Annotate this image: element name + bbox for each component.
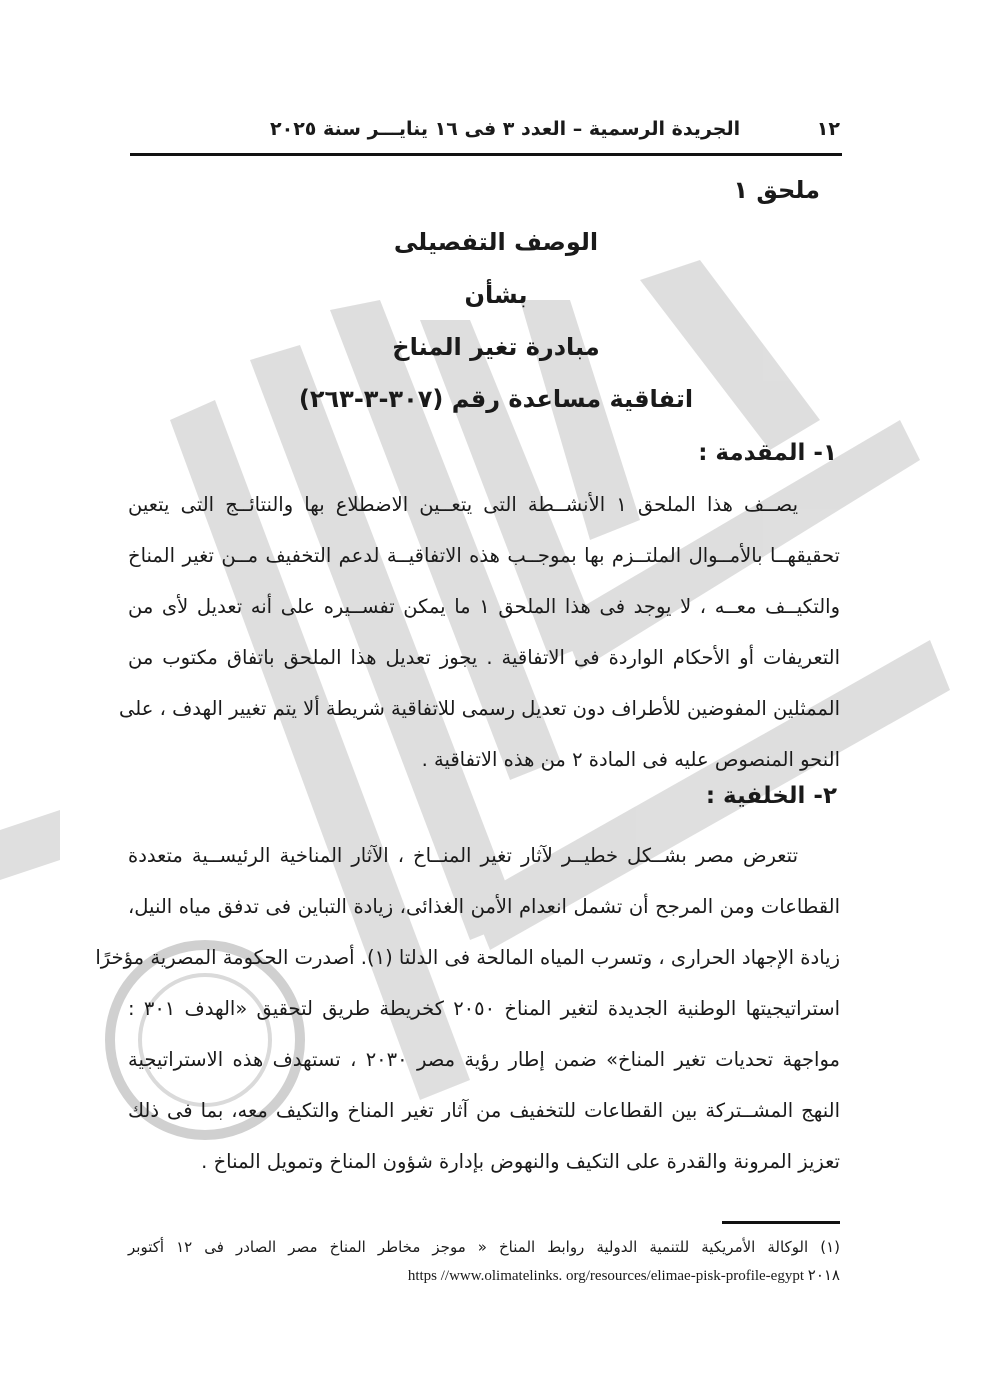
paragraph-line: استراتيجيتها الوطنية الجديدة لتغير المناخ ٢٠٥٠ كخريطة طريق لتحقيق «الهدف ٣٠١ : — [128, 997, 840, 1020]
paragraph-line: مواجهة تحديات تغير المناخ» ضمن إطار رؤية مصر ٢٠٣٠ ، تستهدف هذه الاستراتيجية — [128, 1048, 840, 1071]
paragraph-line: تتعرض مصر بشــكل خطيــر لآثار تغير المنــاخ ، الآثار المناخية الرئيســية متعددة — [128, 844, 798, 867]
paragraph-line: القطاعات ومن المرجح أن تشمل انعدام الأمن الغذائى، زيادة التباين فى تدفق مياه النيل، — [128, 895, 840, 918]
footnote-rule — [722, 1221, 840, 1224]
header-rule — [130, 153, 842, 156]
footnote-url: ٢٠١٨ https //www.olimatelinks. org/resources/elimae-pisk-profile-egypt — [407, 1268, 840, 1284]
paragraph-line: زيادة الإجهاد الحرارى ، وتسرب المياه المالحة فى الدلتا (١). أصدرت الحكومة المصرية مؤخرًا — [95, 946, 840, 969]
title-line-3: مبادرة تغير المناخ — [392, 333, 600, 361]
title-line-4: اتفاقية مساعدة رقم (٣٠٧-٣-٢٦٣) — [298, 385, 694, 413]
publication-title: الجريدة الرسمية – العدد ٣ فى ١٦ ينايـــر سنة ٢٠٢٥ — [270, 118, 741, 140]
paragraph-line: تحقيقهــا بالأمــوال الملتــزم بها بموجــب هذه الاتفاقيــة لدعم التخفيف مــن تغير المناخ — [128, 544, 840, 567]
paragraph-line: النحو المنصوص عليه فى المادة ٢ من هذه الاتفاقية . — [421, 748, 840, 771]
paragraph-line: والتكيــف معــه ، لا يوجد فى هذا الملحق ١ ما يمكن تفســيره على أنه تعديل لأى من — [128, 595, 841, 618]
page-number: ١٢ — [816, 118, 840, 140]
paragraph-background — [95, 830, 840, 1187]
title-line-1: الوصف التفصيلى — [393, 228, 599, 256]
paragraph-line: تعزيز المرونة والقدرة على التكيف والنهوض بإدارة شؤون المناخ وتمويل المناخ . — [201, 1150, 840, 1173]
paragraph-line: الممثلين المفوضين للأطراف دون تعديل رسمى للاتفاقية شريطة ألا يتم تغيير الهدف ، على — [119, 697, 840, 720]
annex-label: ملحق ١ — [733, 176, 820, 204]
section-heading-background: ٢- الخلفية : — [705, 783, 837, 809]
paragraph-line: النهج المشــتركة بين القطاعات للتخفيف من آثار تغير المناخ والتكيف معه، بما فى ذلك — [128, 1099, 840, 1122]
page-header — [130, 112, 840, 146]
paragraph-line: يصــف هذا الملحق ١ الأنشــطة التى يتعــين الاضطلاع بها والنتائــج التى يتعين — [128, 493, 798, 516]
section-heading-introduction: ١- المقدمة : — [698, 440, 837, 466]
title-line-2: بشأن — [464, 281, 528, 309]
paragraph-line: التعريفات أو الأحكام الواردة فى الاتفاقية . يجوز تعديل هذا الملحق باتفاق مكتوب من — [128, 646, 840, 669]
paragraph-introduction — [119, 479, 841, 785]
footnote-text: (١) الوكالة الأمريكية للتنمية الدولية روابط المناخ « موجز مخاطر المناخ مصر الصادر فى ١٢ أكتوبر — [128, 1238, 840, 1256]
